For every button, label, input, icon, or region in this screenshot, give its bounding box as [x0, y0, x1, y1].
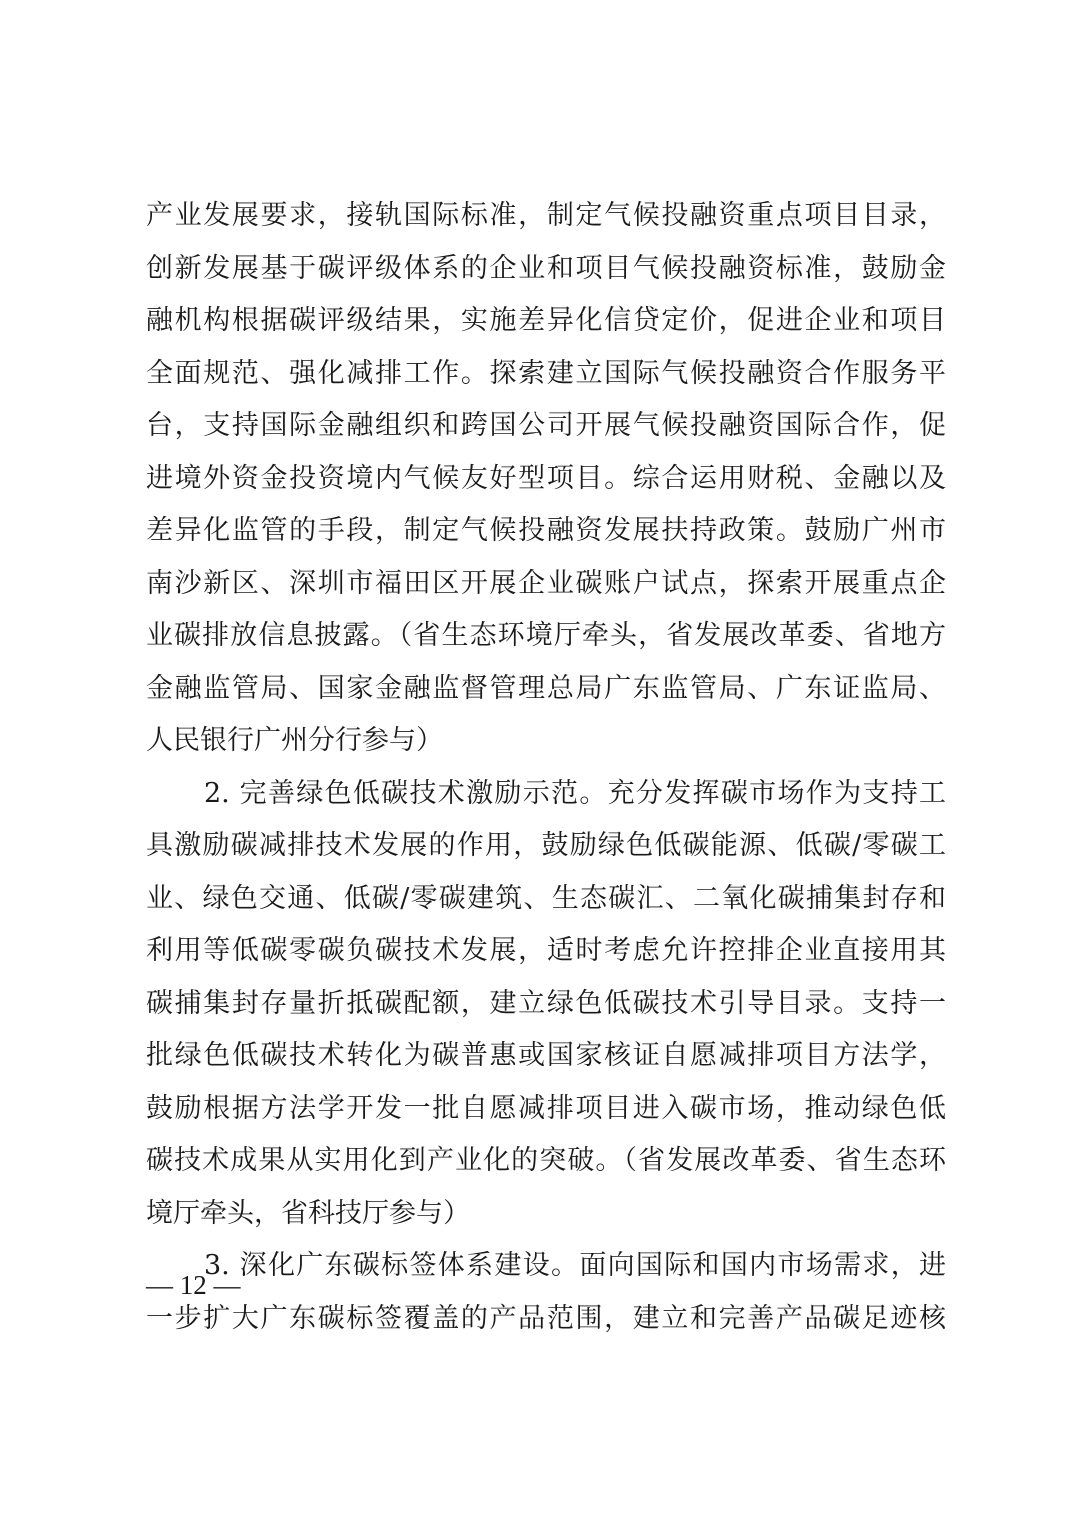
text-line: 碳技术成果从实用化到产业化的突破。（省发展改革委、省生态环 — [146, 1145, 946, 1176]
text-line: 一步扩大广东碳标签覆盖的产品范围，建立和完善产品碳足迹核 — [146, 1302, 946, 1334]
text-line: 融机构根据碳评级结果，实施差异化信贷定价，促进企业和项目 — [146, 305, 946, 336]
text-line: 利用等低碳零碳负碳技术发展，适时考虑允许控排企业直接用其 — [146, 935, 946, 966]
text-line: 差异化监管的手段，制定气候投融资发展扶持政策。鼓励广州市 — [146, 515, 946, 546]
text-line: 业碳排放信息披露。（省生态环境厅牵头，省发展改革委、省地方 — [146, 620, 946, 651]
text-line: 创新发展基于碳评级体系的企业和项目气候投融资标准，鼓励金 — [146, 252, 946, 284]
text-line: 业、绿色交通、低碳/零碳建筑、生态碳汇、二氧化碳捕集封存和 — [146, 882, 946, 914]
text-line: 境厅牵头，省科技厅参与） — [146, 1197, 470, 1229]
text-line: 批绿色低碳技术转化为碳普惠或国家核证自愿减排项目方法学， — [146, 1040, 946, 1071]
text-line: 碳捕集封存量折抵碳配额，建立绿色低碳技术引导目录。支持一 — [146, 987, 946, 1019]
text-line: 2. 完善绿色低碳技术激励示范。充分发挥碳市场作为支持工 — [204, 777, 946, 809]
text-line: 金融监管局、国家金融监督管理总局广东监管局、广东证监局、 — [146, 672, 946, 704]
text-line: 产业发展要求，接轨国际标准，制定气候投融资重点项目目录， — [146, 200, 946, 231]
text-line: 台，支持国际金融组织和跨国公司开展气候投融资国际合作，促 — [146, 410, 946, 441]
page-number: — 12 — — [146, 1270, 241, 1300]
text-line: 3. 深化广东碳标签体系建设。面向国际和国内市场需求，进 — [204, 1250, 946, 1281]
text-line: 进境外资金投资境内气候友好型项目。综合运用财税、金融以及 — [146, 462, 946, 494]
text-line: 具激励碳减排技术发展的作用，鼓励绿色低碳能源、低碳/零碳工 — [146, 830, 946, 861]
text-line: 南沙新区、深圳市福田区开展企业碳账户试点，探索开展重点企 — [146, 567, 946, 599]
text-line: 全面规范、强化减排工作。探索建立国际气候投融资合作服务平 — [146, 357, 946, 389]
text-line: 人民银行广州分行参与） — [146, 725, 443, 756]
body-text — [146, 190, 946, 1345]
text-line: 鼓励根据方法学开发一批自愿减排项目进入碳市场，推动绿色低 — [146, 1092, 946, 1124]
